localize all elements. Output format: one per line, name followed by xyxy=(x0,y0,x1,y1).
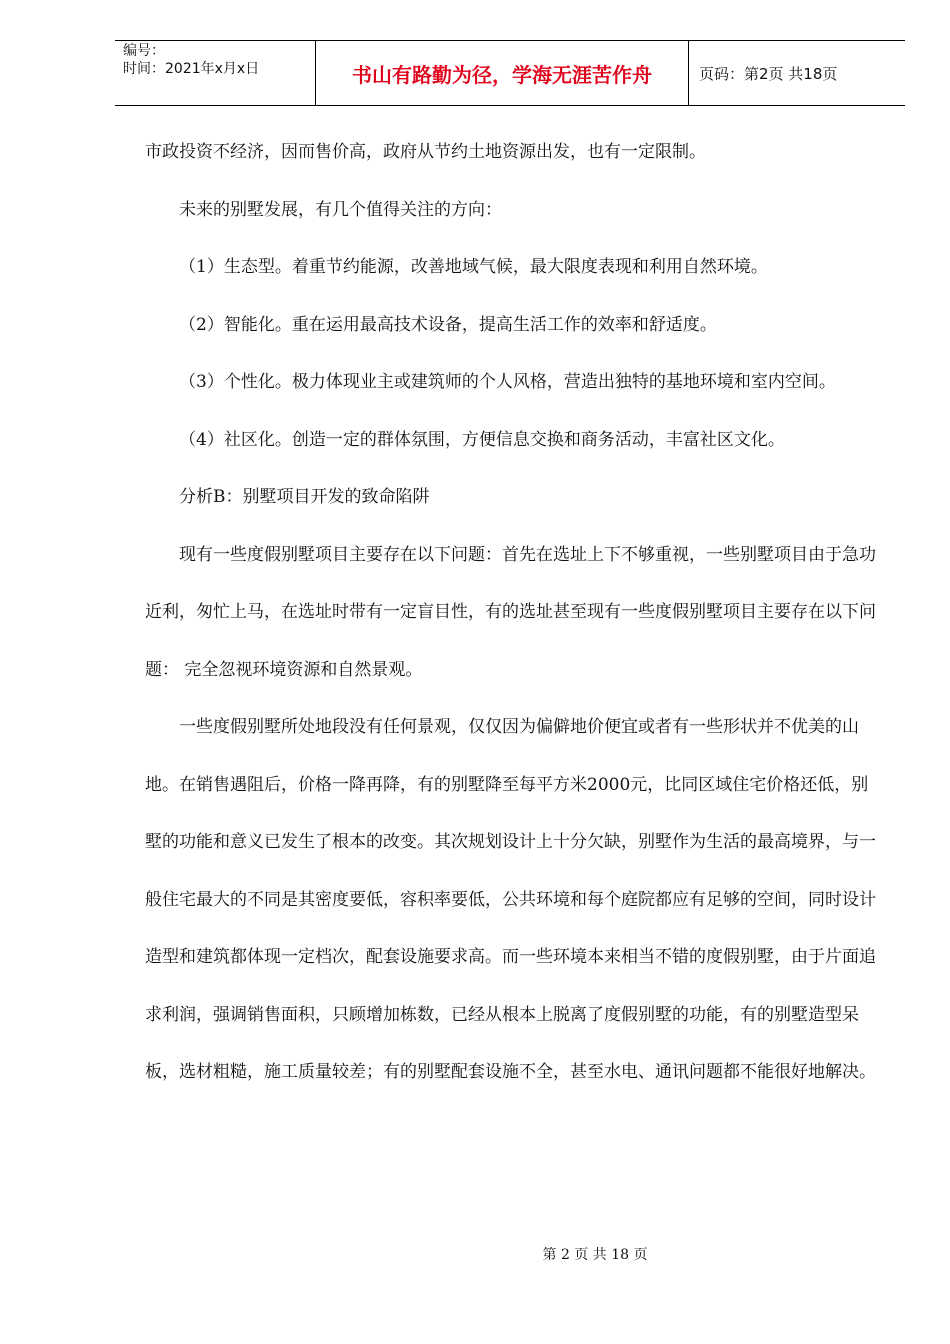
header-meta xyxy=(115,41,315,105)
paragraph-site-selection: 现有一些度假别墅项目主要存在以下问题：首先在选址上下不够重视，一些别墅项目由于急功近利，匆忙上马，在选址时带有一定盲目性，有的选址甚至现有一些度假别墅项目主要存在以下问题： 完全忽视环境资源和自然景观。 xyxy=(145,544,876,680)
section-heading-analysis-b: 分析B：别墅项目开发的致命陷阱 xyxy=(179,487,430,507)
list-item-community: （4）社区化。创造一定的群体氛围，方便信息交换和商务活动，丰富社区文化。 xyxy=(179,429,785,450)
page-header xyxy=(115,40,905,106)
list-item-ecological: （1）生态型。着重节约能源，改善地域气候，最大限度表现和利用自然环境。 xyxy=(179,257,768,277)
document-number-label: 编号： xyxy=(123,43,165,59)
document-body xyxy=(145,124,877,1102)
page-footer: 第 2 页 共 18 页 xyxy=(542,1247,648,1263)
list-item-personalized: （3）个性化。极力体现业主或建筑师的个人风格，营造出独特的基地环境和室内空间。 xyxy=(179,372,836,392)
paragraph-continuation: 市政投资不经济，因而售价高，政府从节约土地资源出发，也有一定限制。 xyxy=(145,142,706,162)
document-time-label: 时间：2021年x月x日 xyxy=(123,61,260,77)
paragraph-future-directions: 未来的别墅发展，有几个值得关注的方向： xyxy=(179,199,502,220)
list-item-intelligent: （2）智能化。重在运用最高技术设备，提高生活工作的效率和舒适度。 xyxy=(179,314,717,335)
paragraph-landscape-planning: 一些度假别墅所处地段没有任何景观，仅仅因为偏僻地价便宜或者有一些形状并不优美的山地。在销售遇阻后，价格一降再降，有的别墅降至每平方米2000元，比同区域住宅价格还低，别墅的功能和意义已发生了根本的改变。其次规划设计上十分欠缺，别墅作为生活的最高境界，与一般住宅最大的不同是其密度要低，容积率要低，公共环境和每个庭院都应有足够的空间，同时设计造型和建筑都体现一定档次，配套设施要求高。而一些环境本来相当不错的度假别墅，由于片面追求利润，强调销售面积，只顾增加栋数，已经从根本上脱离了度假别墅的功能，有的别墅造型呆板，选材粗糙，施工质量较差；有的别墅配套设施不全，甚至水电、通讯问题都不能很好地解决。 xyxy=(145,717,876,1082)
header-motto: 书山有路勤为径，学海无涯苦作舟 xyxy=(315,41,689,105)
header-page-number: 页码：第2页 共18页 xyxy=(699,64,838,83)
